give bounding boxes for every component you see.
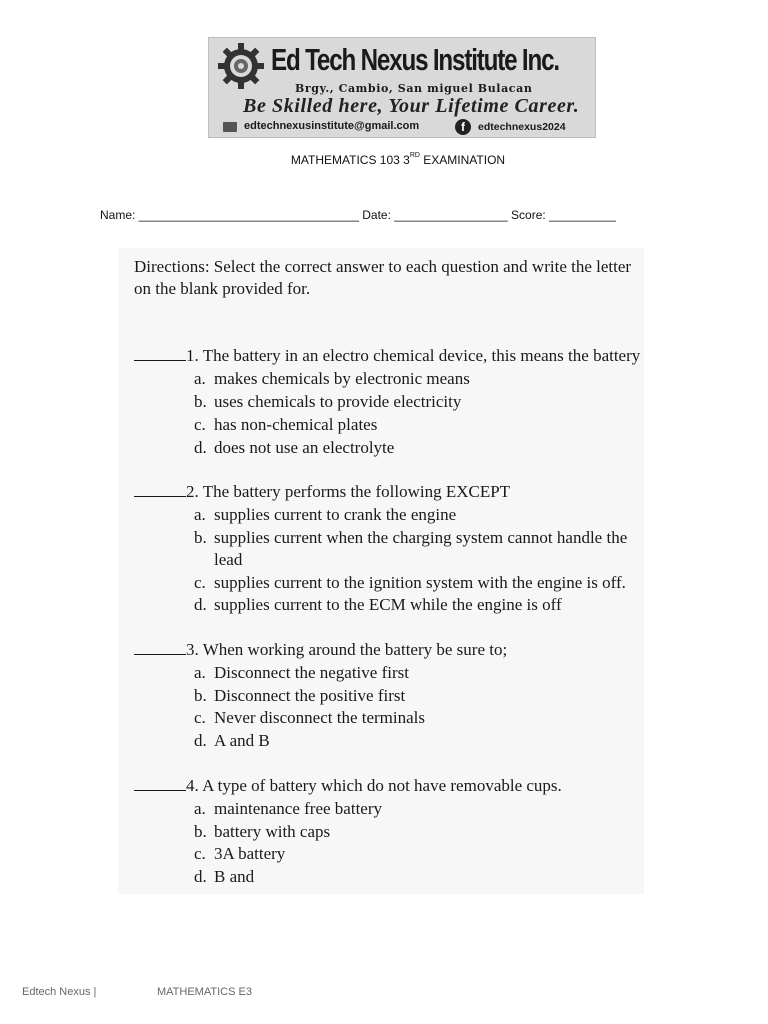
option — [194, 369, 470, 389]
option-letter: d. — [194, 867, 207, 886]
directions: Directions: Select the correct answer to each question and write the letter on the blank provided for. — [134, 257, 632, 298]
option-letter: c. — [194, 573, 206, 592]
question-text: When working around the battery be sure to; — [202, 640, 508, 659]
option — [194, 708, 425, 728]
answer-blank — [134, 482, 186, 497]
option-text: A and B — [214, 731, 270, 750]
option-text-continuation: lead — [214, 550, 243, 569]
option-text: supplies current to the ECM while the engine is off — [214, 595, 562, 614]
option-letter: d. — [194, 595, 207, 614]
exam-title-ordinal: RD — [409, 152, 420, 159]
institute-address: Brgy., Cambio, San miguel Bulacan — [295, 82, 533, 95]
exam-title-prefix: MATHEMATICS 103 3 — [290, 153, 410, 167]
question-text: The battery performs the following EXCEPT — [202, 482, 511, 501]
exam-title-suffix: EXAMINATION — [419, 153, 506, 167]
option — [194, 686, 405, 706]
option-text: battery with caps — [214, 822, 331, 841]
option-letter: a. — [194, 799, 206, 818]
question-3 — [134, 640, 507, 660]
option — [194, 392, 461, 412]
option — [194, 415, 377, 435]
gear-logo-icon — [218, 43, 264, 89]
answer-blank — [134, 346, 186, 361]
option-letter: b. — [194, 822, 207, 841]
option — [194, 731, 270, 751]
institute-facebook: edtechnexus2024 — [478, 121, 566, 133]
option-text: 3A battery — [214, 844, 286, 863]
option — [194, 822, 330, 842]
option-text: maintenance free battery — [214, 799, 383, 818]
option-text: Disconnect the negative first — [214, 663, 409, 682]
institute-name: Ed Tech Nexus Institute Inc. — [271, 42, 559, 77]
question-number: 3. — [186, 640, 199, 659]
option — [194, 573, 626, 593]
answer-blank — [134, 640, 186, 655]
option-text: supplies current to crank the engine — [214, 505, 457, 524]
option-letter: d. — [194, 731, 207, 750]
question-number: 2. — [186, 482, 199, 501]
option-text: does not use an electrolyte — [214, 438, 395, 457]
question-text: A type of battery which do not have removable cups. — [202, 776, 562, 795]
option — [194, 505, 456, 525]
footer-left: Edtech Nexus | — [22, 986, 97, 998]
option-letter: b. — [194, 686, 207, 705]
option-letter: c. — [194, 415, 206, 434]
option-text: supplies current to the ignition system with the engine is off. — [214, 573, 626, 592]
option-text: Disconnect the positive first — [214, 686, 406, 705]
facebook-icon: f — [455, 119, 471, 135]
question-sheet — [118, 248, 644, 894]
option — [194, 799, 382, 819]
question-4 — [134, 776, 562, 796]
option-text: has non-chemical plates — [214, 415, 378, 434]
answer-blank — [134, 776, 186, 791]
option-letter: c. — [194, 844, 206, 863]
option — [194, 595, 562, 615]
option-letter: a. — [194, 505, 206, 524]
option-text: B and — [214, 867, 255, 886]
exam-title — [0, 153, 768, 167]
institute-email: edtechnexusinstitute@gmail.com — [244, 120, 420, 132]
option — [194, 844, 285, 864]
option-letter: d. — [194, 438, 207, 457]
option — [194, 663, 409, 683]
option-text: Never disconnect the terminals — [214, 708, 426, 727]
question-number: 4. — [186, 776, 199, 795]
mail-icon — [223, 122, 237, 132]
question-1 — [134, 346, 640, 366]
option-letter: b. — [194, 392, 207, 411]
option-text: uses chemicals to provide electricity — [214, 392, 462, 411]
question-text: The battery in an electro chemical device, this means the battery — [202, 346, 641, 365]
option — [194, 438, 394, 458]
option-letter: a. — [194, 663, 206, 682]
institute-tagline: Be Skilled here, Your Lifetime Career. — [243, 95, 580, 117]
option-text: makes chemicals by electronic means — [214, 369, 470, 388]
question-number: 1. — [186, 346, 199, 365]
institute-banner — [208, 37, 596, 138]
option — [194, 527, 634, 571]
option-text: supplies current when the charging system cannot handle the — [214, 528, 628, 547]
option-letter: c. — [194, 708, 206, 727]
option-letter: b. — [194, 528, 207, 547]
question-2 — [134, 482, 510, 502]
footer-right: MATHEMATICS E3 — [157, 986, 252, 998]
student-info-line: Name: _________________________________ Date: _________________ Score: __________ — [100, 208, 616, 222]
option-letter: a. — [194, 369, 206, 388]
option — [194, 867, 254, 887]
